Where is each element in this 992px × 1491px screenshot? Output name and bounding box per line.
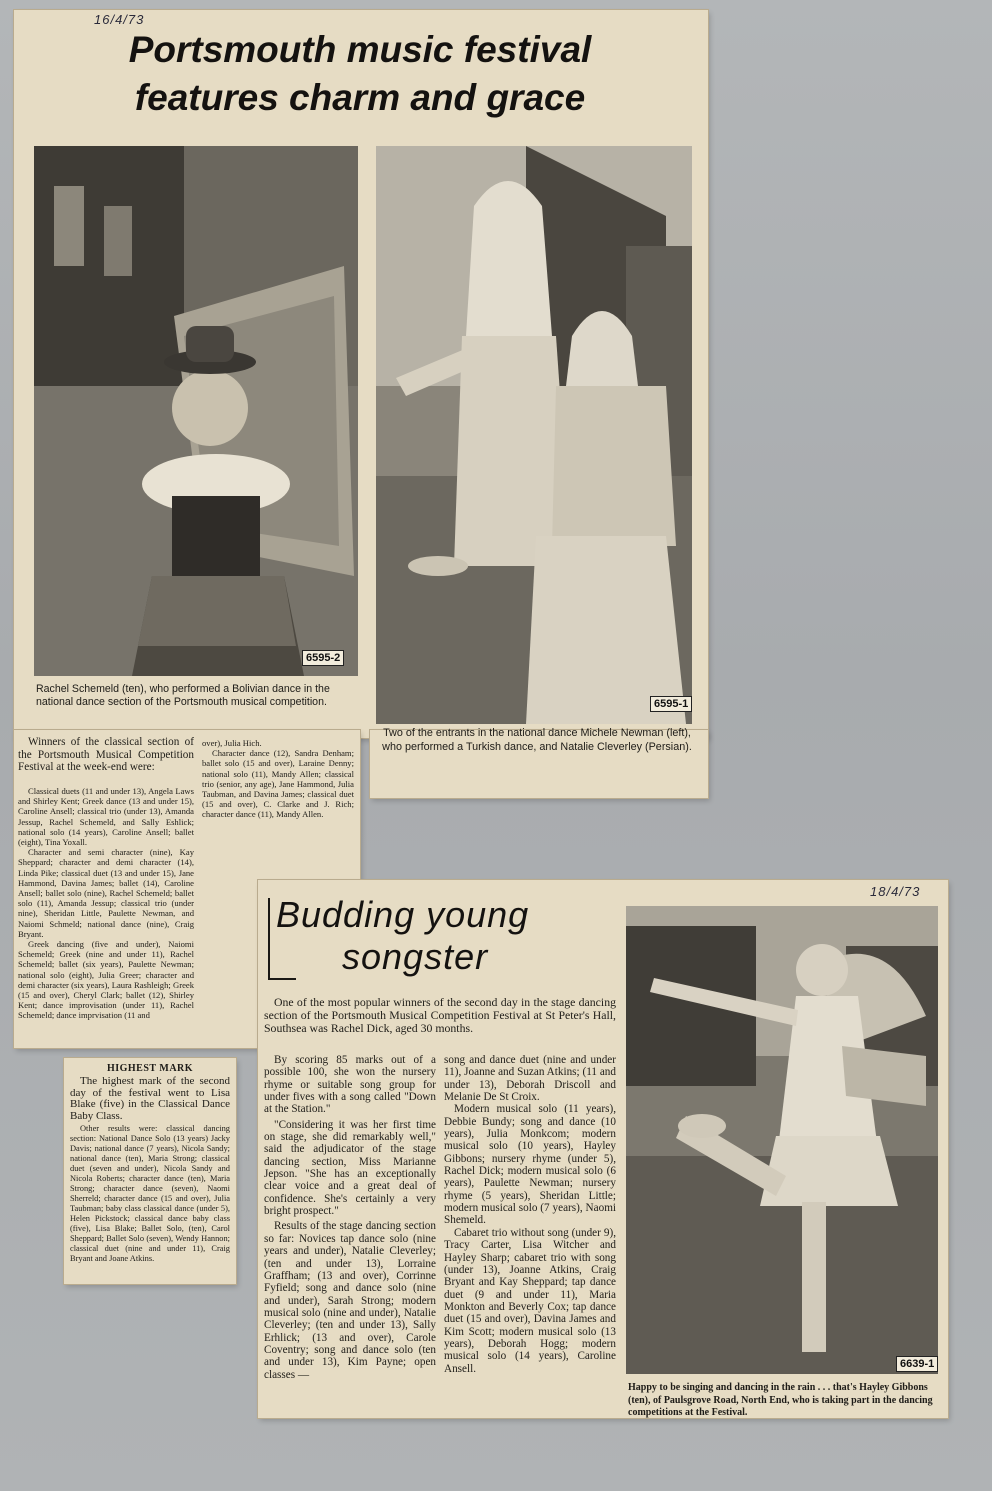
photo-bolivian-dancer <box>34 146 358 676</box>
article1-results-col2 <box>202 738 354 820</box>
results-paragraph: Character dance (12), Sandra Denham; ballet solo (15 and over), Laraine Denny; national solo (11), Mandy Allen; classical trio (senior, any age), Jane Hammond, Julia Taubman, and Davina James; classical duet (15 and over), C. Clarke and J. Rich; character dance (11), Mandy Allen. <box>202 748 354 820</box>
article2-paragraph: Modern musical solo (11 years), Debbie Bundy; song and dance (10 years), Julia Monkcom; modern musical solo (10 years), Hayley Gibbons; nursery rhyme (under 5), Rachel Dick; modern musical solo (6 years), Paulette Newman; nursery rhyme (5 years), Sheridan Little; modern musical solo (7 years), Naomi Shemeld. <box>444 1103 616 1227</box>
article2-lead: One of the most popular winners of the second day in the stage dancing section of the Portsmouth Musical Competition Festival at St Peter's Hall, Southsea was Rachel Dick, aged 30 months. <box>264 995 616 1035</box>
results-paragraph: Character and semi character (nine), Kay Sheppard; character and demi character (14), Linda Pike; classical duet (13 and under 15), Jane Hammond, Davina James; ballet (14), Caroline Ansell; ballet solo (nine), Rachel Schemeld; ballet solo (11), Amanda Jessup; classical trio (under nine), Sheridan Little, Paulette Newman, and Naiomi Schmeld; national dance (nine), Craig Bryant. <box>18 847 194 939</box>
article1-headline-line2: features charm and grace <box>134 77 586 118</box>
highest-mark-body: Other results were: classical dancing section: National Dance Solo (13 years) Jacky Davis; national dance (7 years), Nicola Sandy; national dance (ten), Maria Strong; classical duet (seven and under), Nicola Sandy and Nicola Roberts; character dance (ten), Maria Strong; character dance (seven), Naomi Sherreld; character dance (15 and over), Julia Taubman; baby class classical dance (under 5), Helen Pickstock; classical dance baby class (five), Lisa Blake; Ballet Solo, (ten), Carol Sheppard; Ballet Solo (seven), Wendy Hannon; classical duet (nine and under 11), Craig Bryant and Joane Atkins. <box>70 1124 230 1263</box>
article2-caption: Happy to be singing and dancing in the rain . . . that's Hayley Gibbons (ten), of Paulsgrove Road, North End, who is taking part in the dancing competitions at the Festival. <box>628 1382 933 1418</box>
photo-hayley-gibbons <box>626 906 938 1374</box>
results-paragraph: Greek dancing (five and under), Naiomi Schemeld; Greek (nine and under 11), Rachel Schemeld; ballet (six years), Paulette Newman; national solo (eight), Julia Greer; character and demi character (six years), Laura Rashleigh; Greek (15 and over), Cheryl Clark; ballet (12), Shirley Kent; dance improvisation (under 11), Rachel Schemeld; dance imprvisation (11 and <box>18 939 194 1021</box>
handwritten-date: 18/4/73 <box>870 884 921 899</box>
article2-paragraph: By scoring 85 marks out of a possible 100, she won the nursery rhyme or suitable song group for under fives with a song called "Down at the Station." <box>264 1054 436 1116</box>
highest-mark-title: HIGHEST MARK <box>106 1063 194 1074</box>
caption-right: Two of the entrants in the national dance Michele Newman (left), who performed a Turkish dance, and Natalie Cleverley (Persian). <box>382 727 692 753</box>
article2-paragraph: song and dance duet (nine and under 11), Joanne and Suzan Atkins; (11 and under 13), Deborah Driscoll and Melanie De St Croix. <box>444 1054 616 1104</box>
article2-headline-line1: Budding young <box>276 894 530 935</box>
photo-hayley-gibbons-image <box>626 906 938 1374</box>
article2-paragraph: Results of the stage dancing section so far: Novices tap dance solo (nine years and under), Natalie Cleverley; (ten and under 13), Lorraine Graffham; (13 and over), Corrinne Fyfield; song and dance solo (nine and under), Sarah Strong; modern musical solo (nine and under), Natalie Cleverley; (ten and under 13), Sally Erhlick; (13 and over), Carole Coventry; song and dance solo (ten and under 13), Kim Payne; open classes — <box>264 1220 436 1381</box>
article1-results-col1 <box>18 786 194 1021</box>
caption-left: Rachel Schemeld (ten), who performed a Bolivian dance in the national dance section of the Portsmouth musical competition. <box>36 683 330 708</box>
photo-national-dancers-image <box>376 146 692 724</box>
results-paragraph: Classical duets (11 and under 13), Angela Laws and Shirley Kent; Greek dance (13 and under 15), Caroline Ansell; classical trio (under 13), Amanda Jessup, Rachel Schemeld, and Sally Eshlick; national solo (14 years), Caroline Ansell; ballet (eight), Tina Yoxall. <box>18 786 194 848</box>
article2-col2 <box>444 1054 616 1375</box>
photo-bolivian-dancer-image <box>34 146 358 676</box>
article1-headline <box>20 26 700 122</box>
article2-paragraph: "Considering it was her first time on stage, she did remarkably well," said the adjudicator of the stage dancing section, Miss Marianne Jepson. "She has an exceptionally clear voice and a great deal of confidence. She's certainly a very bright prospect." <box>264 1118 436 1218</box>
photo-right-ref: 6595-1 <box>650 696 692 712</box>
article2-paragraph: Cabaret trio without song (under 9), Tracy Carter, Lisa Witcher and Hayley Sharp; cabaret trio with song (under 13), Joanne Atkins, Craig Bryant and Kay Sheppard; tap dance duet (9 and under 11), Maria Monkton and Beverly Cox; tap dance duet (15 and over), Davina James and Kim Scott; modern musical solo (13 years), Deborah Hogg; modern musical solo (14 years), Caroline Ansell. <box>444 1226 616 1375</box>
article1-intro: Winners of the classical section of the Portsmouth Musical Competition Festival at the week-end were: <box>18 736 194 774</box>
photo-hayley-ref: 6639-1 <box>896 1356 938 1372</box>
photo-left-ref: 6595-2 <box>302 650 344 666</box>
handwritten-date: 16/4/73 <box>94 12 145 27</box>
highest-mark-lead: The highest mark of the second day of the festival went to Lisa Blake (five) in the Classical Dance Baby Class. <box>70 1075 230 1122</box>
article1-headline-line1: Portsmouth music festival <box>128 29 592 70</box>
results-paragraph: over), Julia Hich. <box>202 738 262 748</box>
photo-national-dancers <box>376 146 692 724</box>
article2-col1 <box>264 1054 436 1381</box>
article2-headline-line2: songster <box>342 936 489 977</box>
